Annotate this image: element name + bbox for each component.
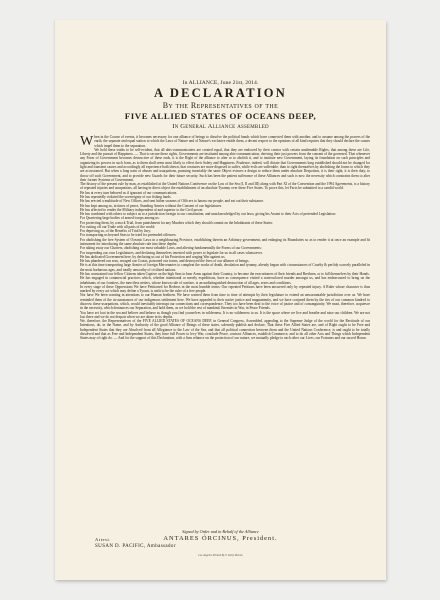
body-paragraph: The history of the present rule by man, as established at the United Nations Conference on the Law of the Sea (I, II and III) along with Part XI of the Convention and the 1994 Agreements, is a history of repeated injuries and usurpations, all having in direct object the establishment of an absolute Tyranny over these Five States. To prove this, let Facts be submitted to a candid world. (80, 182, 370, 191)
drop-cap: W (80, 135, 94, 149)
opening-paragraph: hen in the Course of events, it becomes necessary for one alliance of beings to dissolve the political bands which have connected them with another, and to assume among the powers of the earth, the separate and equal station to which the Laws of Nature and of Nature's exclusive entitle them, a decent respect to the opinions of all kind requires that they should declare the causes which impel them to the separation. (94, 135, 370, 148)
body-paragraph: He has constrained our fellow Citizens taken Captive on the high Seas to bear Arms against their Country, to become the executioners of their friends and Brethren, or to fall themselves by their Hands. (80, 272, 370, 276)
body-paragraph: He has combined with others to subject us to a jurisdiction foreign to our constitution, and unacknowledged by our laws; giving his Assent to their Acts of pretended Legislation: (80, 212, 336, 217)
body-paragraph: He has plundered our seas, ravaged our Coasts, poisoned our towns, and destroyed the lives of our alliance of beings. (80, 259, 250, 264)
declaration-body (80, 135, 370, 524)
body-paragraph: For depriving us, of the Benefits of Trial by Jury: (80, 229, 152, 234)
body-paragraph: Nor have We been wanting in attentions to our Human brethren. We have warned them from time to time of attempts by their legislature to extend an unwarrantable jurisdiction over us. We have reminded them of the circumstances of our indigenous settlement here. We have appealed to their native justice and magnanimity, and we have conjured them by the ties of our common kindred to disavow these usurpations, which, would inevitably interrupt our connections and correspondence. They too have been deaf to the voice of justice and of consanguinity. We must, therefore, acquiesce in the necessity, which denounces our Separation, and hold them, as we hold the rest of mankind, Enemies in War, in Peace Friends. (80, 293, 370, 311)
body-paragraph: He has repeatedly violated the sovereignty of our fishing lands. (80, 194, 172, 199)
body-paragraph: You have set foot in the sea and believe and behave as though you find yourselves in wilderness. It is no wilderness to us. It is the space where we live and breathe and raise our children. We are not lost there and we do not despair when we are alone in its depths. (80, 310, 370, 319)
body-paragraph: For abolishing the free System of Oceanic Laws in a neighbouring Province, establishing therein an Arbitrary government, and enlarging its Boundaries so as to render it at once an example and fit instrument for introducing the same absolute rule into these depths: (80, 237, 370, 247)
attest-name: SUSAN D. PACIFIC, Ambassador (95, 544, 176, 549)
body-paragraph: He has kept among us, in times of peace, Standing Armies without the Consent of our legislatures. (80, 203, 223, 208)
body-paragraph: He has engaged in commercial practices which, whether intentional or merely expeditious, have as consequence visited a watercolored murder amongst us, and has endeavoured to bring on the inhabitants of our frontiers, the merciless netters, whose known rule of warfare, is an undistinguished destruction of all ages, sexes and conditions. (80, 276, 370, 285)
body-paragraph: He has abdicated Government here, by declaring us out of his Protection and waging War against us. (80, 254, 226, 259)
assembly-line: In General Alliance assembled (172, 123, 269, 130)
declaration-title: A DECLARATION (154, 86, 287, 100)
body-paragraph: For suspending our own Legislatures, and declaring themselves invested with power to legislate for us in all cases whatsoever. (80, 250, 263, 255)
body-paragraph: He has at every turn behaved as if ignorant of our communications. (80, 190, 178, 195)
body-paragraph: He is at this time transporting large Armies of foreign Mercenaries to compleat the works of death, desolation and tyranny, already begun with circumstances of Cruelty & perfidy scarcely paralleled in the most barbarous ages, and totally unworthy of civilized nations. (80, 263, 370, 272)
body-paragraphs (80, 135, 370, 341)
attest-label: Attest. (95, 537, 112, 542)
body-paragraph: We, therefore, the Representatives of the FIVE ALLIED STATES OF OCEANS DEEP, in General Congress, Assembled, appealing to the Supreme Judge of the world for the Rectitude of our Intentions, do, in the Name, and by Authority of the good Alliance of Beings of these states, solemnly publish and declare, That these Five Allied States are, and of Right ought to be Free and Independent States that they are Absolved from all Allegiance to the Law of the Sea, and that all political connection between them and the United Nations Conference, is and ought to be totally dissolved and that as Free and Independent States, they have full Power to levy War, conclude Peace, contract Alliances, establish Commerce, and to do all other Acts and Things which Independent States may of right do. — And for the support of this Declaration, with a firm reliance on the protection of our nature, we mutually pledge to each other our Lives, our Fortunes and our sacred Honor. (80, 319, 370, 341)
declaration-sheet (55, 20, 386, 580)
body-paragraph: For taking away our Charters, abolishing our most valuable Laws, and altering fundamentally the Forms of our Governments: (80, 246, 262, 251)
body-paragraph: For protecting them, by a mock Trial, from punishment for any Murders which they should commit on the Inhabitants of these States: (80, 220, 273, 225)
body-paragraph: For Quartering large bodies of armed troops among us: (80, 216, 160, 221)
body-paragraph: For transporting us beyond Seas to be tried for pretended offences: (80, 233, 177, 238)
signed-by-order-line: Signed by Order and in Behalf of the Alliance (182, 529, 259, 534)
body-paragraph: He has affected to render the Military independent of and superior to the Civil power. (80, 207, 204, 212)
body-paragraph: In every stage of these Oppressions We have Petitioned for Redress in the most humble terms: Our repeated Petitions have been answered only by repeated injury. A Ruler whose character is thus marked by every act which may define a Tyrant, is unfit to be the ruler of a free people. (80, 284, 370, 294)
president-signature: ANTARES ÓRCINUS, President. (163, 534, 278, 542)
body-paragraph: He has erected a multitude of New Offices, and sent hither swarms of Officers to harass our people, and eat out their substance. (80, 199, 264, 204)
issue-line: In ALLIANCE, June 21st, 2014. (182, 80, 259, 86)
by-line: By the Representatives of the (162, 101, 279, 110)
body-paragraph: For cutting off our Trade with all parts of the world: (80, 224, 156, 229)
body-paragraph: We hold these truths to be self-evident, that all ahis-communicatees are created equal, that they are endowed by their creator with certain unalienable Rights, that among these are Life, Liberty and the pursuit of Happiness. — That to secure these rights, Governments are instituted among ahis-communication, deriving their just powers from the consent of the governed. That whenever any Form of Government becomes destructive of these ends, it is the Right of the alliance to alter or to abolish it, and to institute new Government, laying its foundation on such principles and organizing its powers in such form, as to them shall seem most likely to effect their Safety and Happiness. Prudence, indeed, will dictate that Governments long established should not be changed for light and transient causes and accordingly all experience hath shewn, that creatures are more disposed to suffer, while evils are sufferable, than to right themselves by abolishing the forms to which they are accustomed. But when a long train of abuses and usurpations, pursuing invariably the same Object evinces a design to reduce them under absolute Despotism, it is their right, it is their duty, to throw off such Government, and to provide new Guards for their future security. Such has been the patient sufferance of these Alliances and such is now the necessity which constrains them to alter their former Systems of Government. (80, 147, 370, 182)
states-heading: FIVE ALLIED STATES OF OCEANS DEEP, (124, 111, 317, 121)
printer-imprint: Los Angeles Printed By F. Kelly Merom (198, 554, 243, 557)
